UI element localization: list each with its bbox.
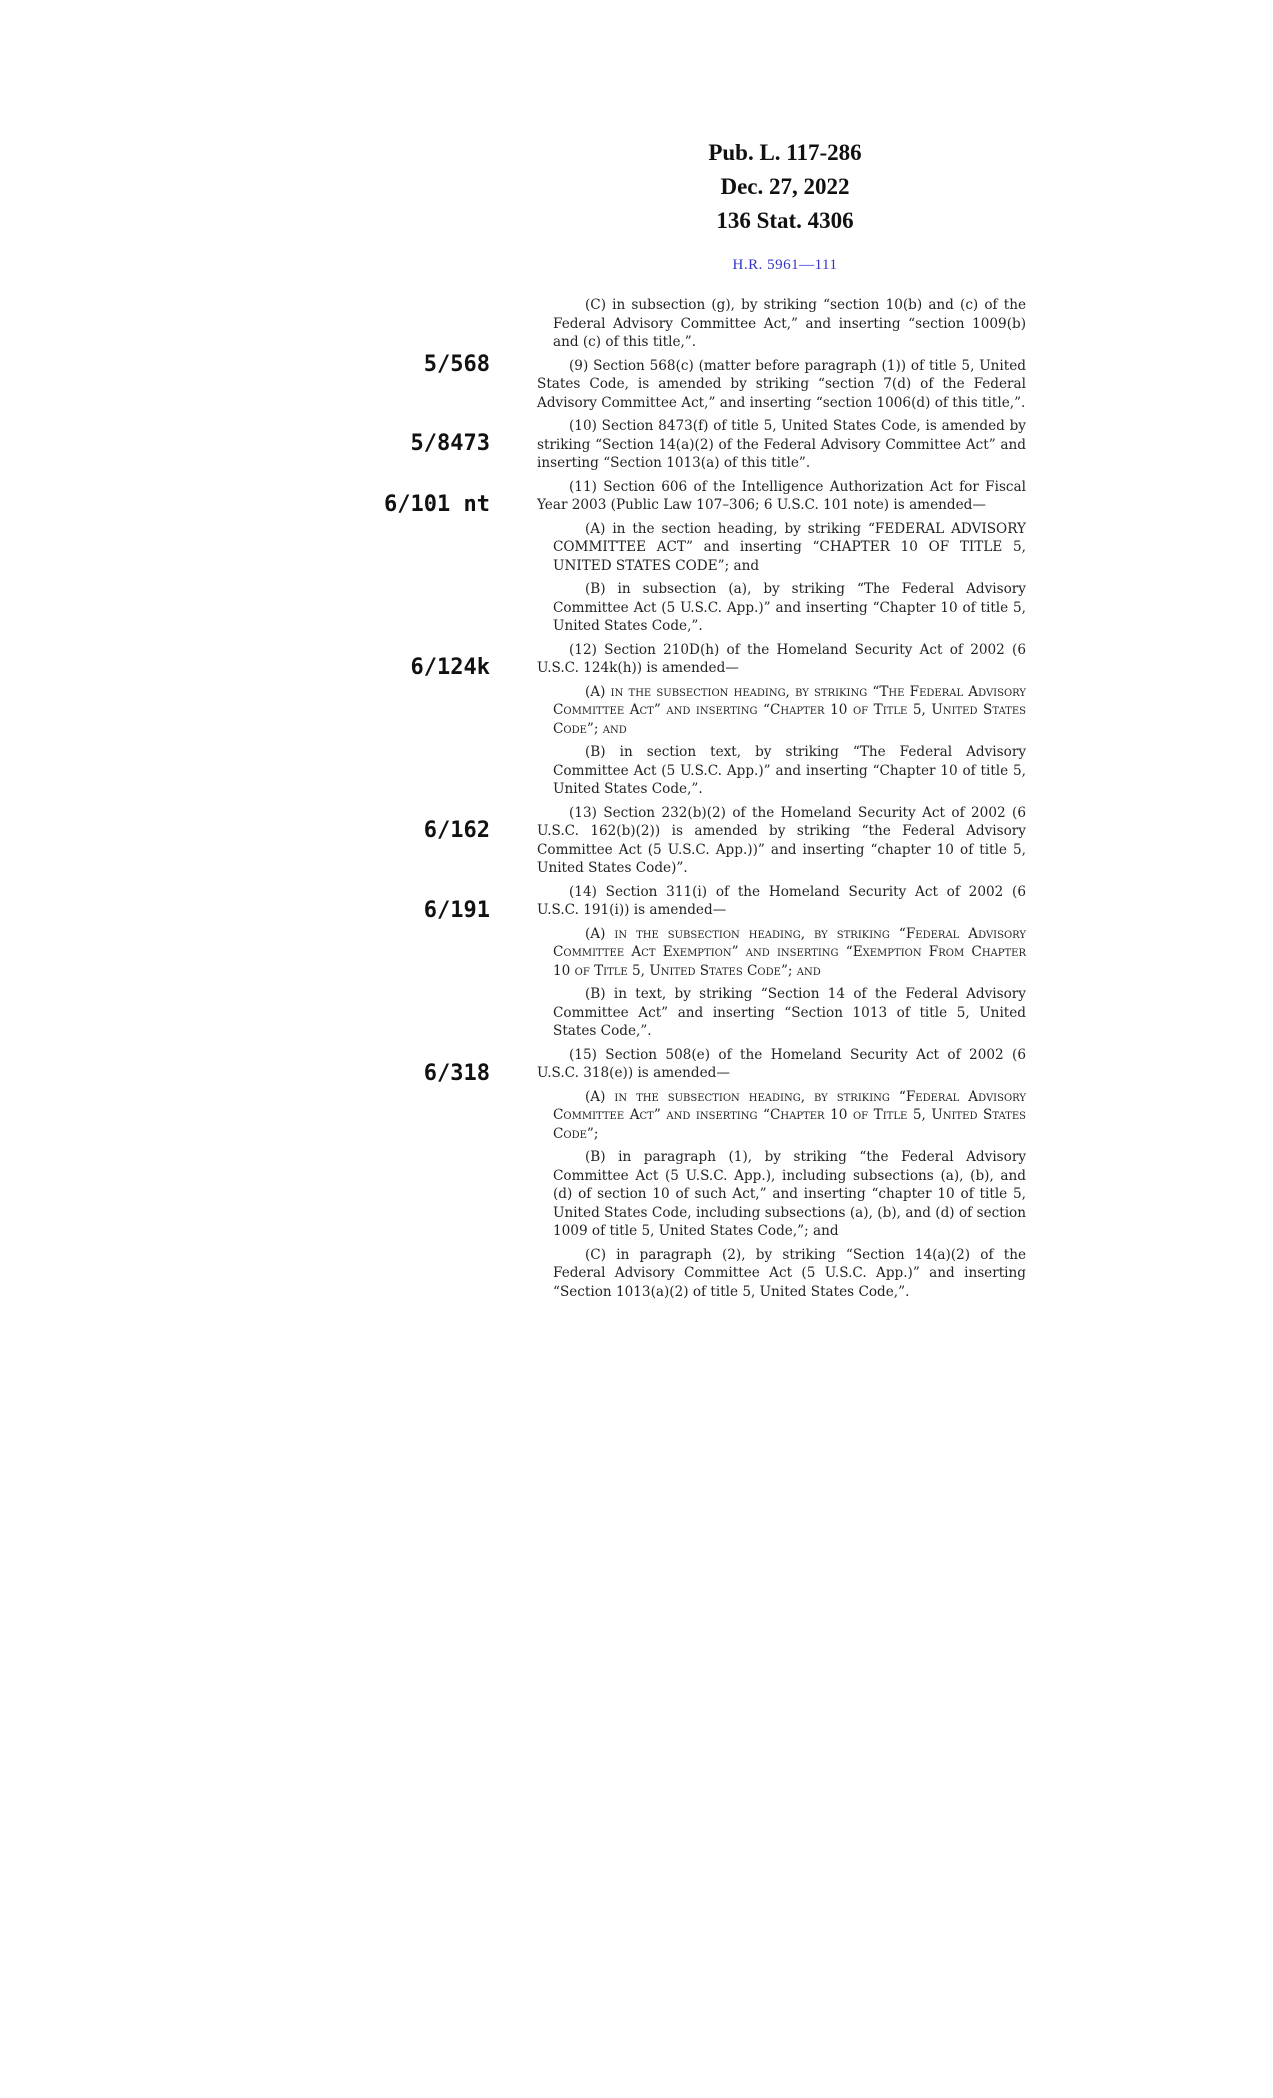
paragraph: (12) Section 210D(h) of the Homeland Security Act of 2002 (6 U.S.C. 124k(h)) is amended—: [537, 641, 1026, 676]
enactment-date: Dec. 27, 2022: [720, 174, 850, 199]
paragraph: (13) Section 232(b)(2) of the Homeland Security Act of 2002 (6 U.S.C. 162(b)(2)) is amended by striking “the Federal Advisory Committee Act (5 U.S.C. App.))” and inserting “chapter 10 of title 5, United States Code)”.: [537, 804, 1026, 876]
subparagraph: (B) in text, by striking “Section 14 of the Federal Advisory Committee Act” and inserting “Section 1013 of title 5, United States Code,”.: [553, 986, 1026, 1039]
paragraph: (15) Section 508(e) of the Homeland Security Act of 2002 (6 U.S.C. 318(e)) is amended—: [537, 1046, 1026, 1081]
margin-citation: 6/162: [423, 818, 490, 843]
subparagraph: (C) in paragraph (2), by striking “Section 14(a)(2) of the Federal Advisory Committee Act (5 U.S.C. App.)” and inserting “Section 1013(a)(2) of title 5, United States Code,”.: [553, 1246, 1026, 1300]
margin-citation: 6/124k: [410, 655, 490, 680]
statutes-citation: 136 Stat. 4306: [716, 208, 854, 233]
public-law-number: Pub. L. 117-286: [708, 140, 862, 165]
bill-reference-link[interactable]: H.R. 5961—111: [732, 257, 838, 273]
margin-citation: 6/318: [423, 1061, 490, 1086]
subparagraph: (A) in the subsection heading, by striking “The Federal Advisory Committee Act” and inserting “Chapter 10 of Title 5, United States Code”; and: [553, 683, 1026, 737]
subparagraph: (A) in the subsection heading, by striking “Federal Advisory Committee Act” and inserting “Chapter 10 of Title 5, United States Code”;: [553, 1088, 1026, 1142]
margin-citation: 6/101 nt: [384, 492, 490, 517]
paragraph: (11) Section 606 of the Intelligence Authorization Act for Fiscal Year 2003 (Public Law 107–306; 6 U.S.C. 101 note) is amended—: [537, 478, 1026, 513]
subparagraph: (A) in the section heading, by striking “FEDERAL ADVISORY COMMITTEE ACT” and inserting “CHAPTER 10 OF TITLE 5, UNITED STATES CODE”; and: [553, 520, 1026, 574]
subparagraph: (B) in paragraph (1), by striking “the Federal Advisory Committee Act (5 U.S.C. App.), including subsections (a), (b), and (d) of section 10 of such Act,” and inserting “chapter 10 of title 5, United States Code, including subsections (a), (b), and (d) of section 1009 of title 5, United States Code,”; and: [553, 1149, 1026, 1239]
paragraph: (14) Section 311(i) of the Homeland Security Act of 2002 (6 U.S.C. 191(i)) is amended—: [537, 883, 1026, 918]
paragraph: (9) Section 568(c) (matter before paragraph (1)) of title 5, United States Code, is amended by striking “section 7(d) of the Federal Advisory Committee Act,” and inserting “section 1006(d) of this title,”.: [537, 357, 1026, 411]
subparagraph: (C) in subsection (g), by striking “section 10(b) and (c) of the Federal Advisory Committee Act,” and inserting “section 1009(b) and (c) of this title,”.: [553, 297, 1026, 350]
margin-citation: 6/191: [423, 898, 490, 923]
subparagraph: (B) in subsection (a), by striking “The Federal Advisory Committee Act (5 U.S.C. App.)” and inserting “Chapter 10 of title 5, United States Code,”.: [553, 581, 1026, 634]
subparagraph: (A) in the subsection heading, by striking “Federal Advisory Committee Act Exemption” and inserting “Exemption From Chapter 10 of Title 5, United States Code”; and: [553, 925, 1026, 979]
margin-citation: 5/8473: [410, 431, 490, 456]
statute-text: [537, 296, 1026, 1306]
paragraph: (10) Section 8473(f) of title 5, United States Code, is amended by striking “Section 14(a)(2) of the Federal Advisory Committee Act” and inserting “Section 1013(a) of this title”.: [537, 418, 1026, 471]
margin-citation: 5/568: [423, 352, 490, 377]
subparagraph: (B) in section text, by striking “The Federal Advisory Committee Act (5 U.S.C. App.)” and inserting “Chapter 10 of title 5, United States Code,”.: [553, 744, 1026, 797]
